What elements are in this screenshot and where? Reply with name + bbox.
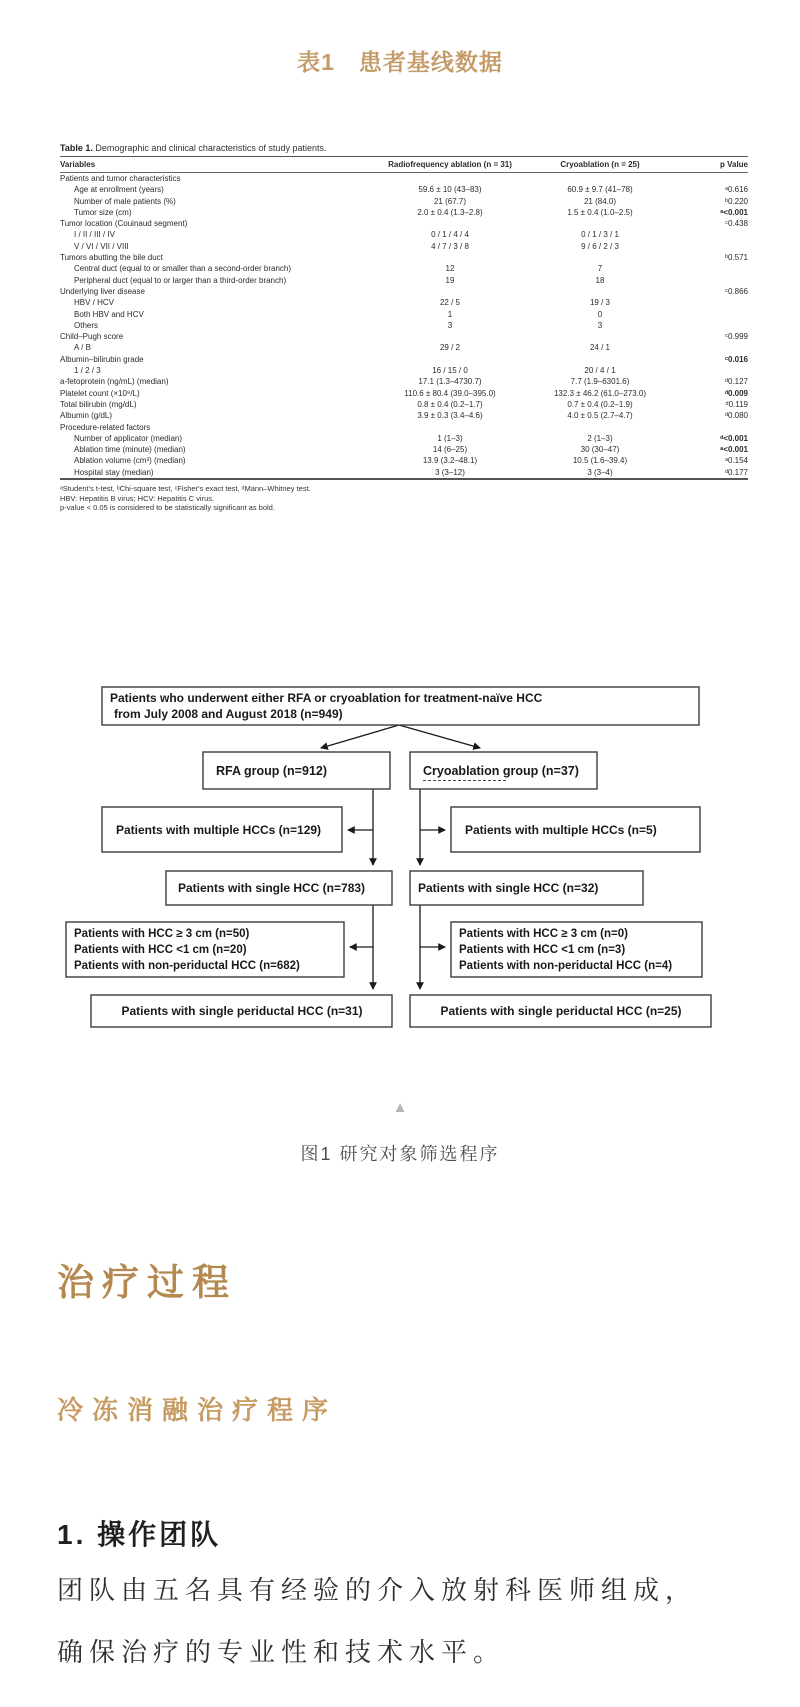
table-row bbox=[60, 467, 748, 479]
paragraph-line-1: 团队由五名具有经验的介入放射科医师组成， bbox=[57, 1575, 698, 1605]
row-label: a-fetoprotein (ng/mL) (median) bbox=[60, 377, 169, 387]
col-header-rfa: Radiofrequency ablation (n = 31) bbox=[360, 157, 540, 173]
page-title: 表1 患者基线数据 bbox=[297, 49, 503, 75]
row-label: Others bbox=[74, 320, 99, 330]
p-value bbox=[660, 422, 748, 433]
p-value: ᶜ0.016 bbox=[724, 354, 748, 364]
cryo-value: 20 / 4 / 1 bbox=[584, 366, 616, 376]
table-row bbox=[60, 342, 748, 353]
row-label: Child–Pugh score bbox=[60, 332, 124, 342]
rfa-value: 21 (67.7) bbox=[433, 196, 467, 206]
rfa-value: 3 bbox=[447, 320, 453, 330]
table-row bbox=[60, 275, 748, 286]
col-header-variables: Variables bbox=[60, 157, 360, 173]
rfa-value bbox=[360, 331, 540, 342]
footnote-significance: p-value < 0.05 is considered to be statistically significant as bold. bbox=[60, 503, 275, 513]
footnote-abbrev: HBV: Hepatitis B virus; HCV: Hepatitis C virus. bbox=[60, 493, 215, 503]
table-row bbox=[60, 399, 748, 410]
row-label: Both HBV and HCV bbox=[74, 309, 144, 319]
rfa-value: 0.8 ± 0.4 (0.2–1.7) bbox=[417, 399, 483, 409]
table-row bbox=[60, 433, 748, 444]
footnote-tests: ᵃStudent's t-test, ᵇChi-square test, ᶜFisher's exact test, ᵈMann–Whitney test. bbox=[60, 484, 311, 494]
p-value bbox=[660, 263, 748, 274]
rfa-value: 16 / 15 / 0 bbox=[432, 366, 468, 376]
rfa-value: 17.1 (1.3–4730.7) bbox=[418, 377, 482, 387]
rfa-value bbox=[360, 218, 540, 229]
rfa-value: 13.9 (3.2–48.1) bbox=[422, 456, 478, 466]
rfa-value: 19 bbox=[445, 275, 455, 285]
row-label: Tumor size (cm) bbox=[74, 207, 132, 217]
cryo-value: 10.5 (1.6–39.4) bbox=[572, 456, 628, 466]
p-value bbox=[660, 320, 748, 331]
table-row bbox=[60, 173, 748, 185]
top-cohort-line1: Patients who underwent either RFA or cryoablation for treatment-naïve HCC bbox=[110, 691, 543, 705]
p-value bbox=[660, 365, 748, 376]
table-row bbox=[60, 286, 748, 297]
table-row bbox=[60, 388, 748, 399]
heading-treatment-process: 治疗过程 bbox=[57, 1263, 237, 1304]
cryo-value bbox=[540, 422, 660, 433]
table1-title-label: Table 1. bbox=[60, 143, 93, 153]
patient-flowchart bbox=[62, 685, 738, 1031]
row-label: Hospital stay (median) bbox=[74, 467, 154, 477]
row-label: V / VI / VII / VIII bbox=[74, 241, 129, 251]
cryo-excl-line2: Patients with HCC <1 cm (n=3) bbox=[459, 944, 626, 956]
figure1-caption: 图1 研究对象筛选程序 bbox=[300, 1144, 500, 1164]
cryo-value: 18 bbox=[595, 275, 605, 285]
row-label: Procedure-related factors bbox=[60, 422, 151, 432]
rfa-value: 59.6 ± 10 (43–83) bbox=[418, 185, 482, 195]
p-value: ᶜ0.999 bbox=[725, 332, 748, 342]
cryo-single-label: Patients with single HCC (n=32) bbox=[418, 881, 599, 895]
cryo-final-label: Patients with single periductal HCC (n=25) bbox=[440, 1004, 682, 1018]
table1-footnotes bbox=[60, 484, 748, 513]
rfa-final-label: Patients with single periductal HCC (n=31) bbox=[121, 1004, 363, 1018]
cryo-value: 21 (84.0) bbox=[583, 196, 617, 206]
rfa-group-label: RFA group (n=912) bbox=[216, 764, 328, 778]
table-row bbox=[60, 297, 748, 308]
cryo-group-label: Cryoablation group (n=37) bbox=[423, 764, 579, 778]
table-row bbox=[60, 196, 748, 207]
cryo-value: 0 / 1 / 3 / 1 bbox=[581, 230, 619, 240]
cryo-excl-line1: Patients with HCC ≥ 3 cm (n=0) bbox=[459, 928, 628, 940]
rfa-single-label: Patients with single HCC (n=783) bbox=[178, 881, 366, 895]
table-row bbox=[60, 422, 748, 433]
heading-operation-team: 1. 操作团队 bbox=[57, 1519, 222, 1550]
row-label: HBV / HCV bbox=[74, 298, 115, 308]
table-row bbox=[60, 263, 748, 274]
rfa-value: 12 bbox=[445, 264, 455, 274]
p-value bbox=[660, 342, 748, 353]
row-label: Platelet count (×10⁹/L) bbox=[60, 388, 140, 398]
p-value: ᵃ0.154 bbox=[725, 456, 748, 466]
table-row bbox=[60, 252, 748, 263]
cryo-value: 7 bbox=[597, 264, 603, 274]
table-row bbox=[60, 376, 748, 387]
rfa-value: 3 (3–12) bbox=[435, 467, 465, 477]
row-label: Tumors abutting the bile duct bbox=[60, 253, 163, 263]
cryo-value bbox=[540, 173, 660, 185]
rfa-value: 2.0 ± 0.4 (1.3–2.8) bbox=[417, 207, 483, 217]
table-row bbox=[60, 241, 748, 252]
cryo-value: 24 / 1 bbox=[589, 343, 610, 353]
table-row bbox=[60, 410, 748, 421]
table-row bbox=[60, 444, 748, 455]
rfa-value: 110.6 ± 80.4 (39.0–395.0) bbox=[404, 388, 496, 398]
p-value: ᵃ<0.001 bbox=[720, 207, 748, 217]
cryo-value bbox=[540, 331, 660, 342]
row-label: Tumor location (Couinaud segment) bbox=[60, 219, 188, 229]
table1 bbox=[60, 156, 748, 480]
cryo-value: 3 (3–4) bbox=[587, 467, 613, 477]
cryo-value: 9 / 6 / 2 / 3 bbox=[581, 241, 619, 251]
row-label: Underlying liver disease bbox=[60, 286, 145, 296]
cryo-value: 60.9 ± 9.7 (41–78) bbox=[567, 185, 633, 195]
p-value: ᶜ0.866 bbox=[725, 286, 748, 296]
cryo-value bbox=[540, 354, 660, 365]
row-label: Ablation volume (cm³) (median) bbox=[74, 456, 186, 466]
cryo-value bbox=[540, 252, 660, 263]
rfa-excl-line2: Patients with HCC <1 cm (n=20) bbox=[74, 944, 247, 956]
row-label: Patients and tumor characteristics bbox=[60, 174, 181, 183]
rfa-value bbox=[360, 286, 540, 297]
row-label: Total bilirubin (mg/dL) bbox=[60, 399, 137, 409]
p-value: ᵇ0.220 bbox=[724, 196, 748, 206]
table-row bbox=[60, 218, 748, 229]
table1-title bbox=[60, 143, 748, 153]
table-row bbox=[60, 207, 748, 218]
rfa-excl-line1: Patients with HCC ≥ 3 cm (n=50) bbox=[74, 928, 250, 940]
rfa-value: 14 (6–25) bbox=[432, 445, 468, 455]
row-label: Albumin (g/dL) bbox=[60, 411, 113, 421]
cryo-value: 1.5 ± 0.4 (1.0–2.5) bbox=[567, 207, 633, 217]
p-value: ᵇ0.571 bbox=[724, 253, 748, 263]
cryo-value: 19 / 3 bbox=[589, 298, 610, 308]
table-row bbox=[60, 184, 748, 195]
rfa-value: 22 / 5 bbox=[439, 298, 460, 308]
row-label: Central duct (equal to or smaller than a second-order branch) bbox=[74, 264, 291, 274]
cryo-value: 132.3 ± 46.2 (61.0–273.0) bbox=[553, 388, 646, 398]
cryo-value bbox=[540, 218, 660, 229]
row-label: Ablation time (minute) (median) bbox=[74, 445, 186, 455]
col-header-pvalue: p Value bbox=[660, 157, 748, 173]
rfa-value: 1 (1–3) bbox=[437, 433, 463, 443]
row-label: Age at enrollment (years) bbox=[74, 185, 164, 195]
table1-title-text: Demographic and clinical characteristics of study patients. bbox=[92, 143, 327, 153]
table-row bbox=[60, 331, 748, 342]
table-row bbox=[60, 455, 748, 466]
rfa-value: 0 / 1 / 4 / 4 bbox=[431, 230, 469, 240]
p-value bbox=[660, 241, 748, 252]
p-value: ᵃ0.616 bbox=[725, 185, 748, 195]
rfa-multiple-label: Patients with multiple HCCs (n=129) bbox=[116, 823, 322, 837]
p-value: ᶜ0.438 bbox=[725, 219, 748, 229]
collapse-triangle-icon: ▲ bbox=[392, 1099, 408, 1116]
p-value: ᵈ0.119 bbox=[725, 399, 748, 409]
cryo-value: 4.0 ± 0.5 (2.7–4.7) bbox=[567, 411, 633, 421]
row-label: Albumin–bilirubin grade bbox=[60, 354, 144, 364]
col-header-cryo: Cryoablation (n = 25) bbox=[540, 157, 660, 173]
row-label: Number of male patients (%) bbox=[74, 196, 176, 206]
rfa-value bbox=[360, 252, 540, 263]
table1-figure bbox=[60, 143, 748, 513]
table-header-row bbox=[60, 157, 748, 173]
table-row bbox=[60, 309, 748, 320]
cryo-multiple-label: Patients with multiple HCCs (n=5) bbox=[465, 823, 657, 837]
row-label: I / II / III / IV bbox=[74, 230, 115, 240]
table-row bbox=[60, 229, 748, 240]
cryo-value: 3 bbox=[597, 320, 603, 330]
table1-body bbox=[60, 173, 748, 480]
cryo-value: 0 bbox=[597, 309, 603, 319]
rfa-value: 1 bbox=[447, 309, 453, 319]
rfa-value bbox=[360, 173, 540, 185]
cryo-value: 0.7 ± 0.4 (0.2–1.9) bbox=[567, 399, 633, 409]
p-value: ᵈ0.009 bbox=[724, 388, 748, 398]
cryo-excl-line3: Patients with non-periductal HCC (n=4) bbox=[459, 960, 673, 972]
row-label: Number of applicator (median) bbox=[74, 433, 183, 443]
cryo-value: 7.7 (1.9–6301.6) bbox=[570, 377, 630, 387]
p-value bbox=[660, 229, 748, 240]
heading-cryoablation-procedure: 冷冻消融治疗程序 bbox=[57, 1395, 338, 1425]
rfa-value bbox=[360, 422, 540, 433]
cryo-value: 30 (30–47) bbox=[580, 445, 620, 455]
rfa-value: 3.9 ± 0.3 (3.4–4.6) bbox=[417, 411, 483, 421]
p-value bbox=[660, 275, 748, 286]
cryo-value bbox=[540, 286, 660, 297]
table-row bbox=[60, 320, 748, 331]
p-value: ᵃ<0.001 bbox=[720, 445, 748, 455]
p-value: ᵈ<0.001 bbox=[720, 433, 748, 443]
cryo-value: 2 (1–3) bbox=[587, 433, 613, 443]
table-row bbox=[60, 354, 748, 365]
p-value bbox=[660, 173, 748, 185]
p-value: ᵈ0.080 bbox=[724, 411, 748, 421]
row-label: A / B bbox=[74, 343, 91, 353]
rfa-value: 4 / 7 / 3 / 8 bbox=[431, 241, 469, 251]
p-value bbox=[660, 297, 748, 308]
paragraph-line-2: 确保治疗的专业性和技术水平。 bbox=[57, 1637, 506, 1667]
p-value bbox=[660, 309, 748, 320]
row-label: 1 / 2 / 3 bbox=[74, 366, 101, 376]
rfa-excl-line3: Patients with non-periductal HCC (n=682) bbox=[74, 960, 300, 972]
rfa-value: 29 / 2 bbox=[439, 343, 460, 353]
p-value: ᵈ0.177 bbox=[724, 467, 748, 477]
top-cohort-line2: from July 2008 and August 2018 (n=949) bbox=[114, 707, 343, 721]
table-row bbox=[60, 365, 748, 376]
rfa-value bbox=[360, 354, 540, 365]
row-label: Peripheral duct (equal to or larger than a third-order branch) bbox=[74, 275, 287, 285]
p-value: ᵈ0.127 bbox=[724, 377, 748, 387]
